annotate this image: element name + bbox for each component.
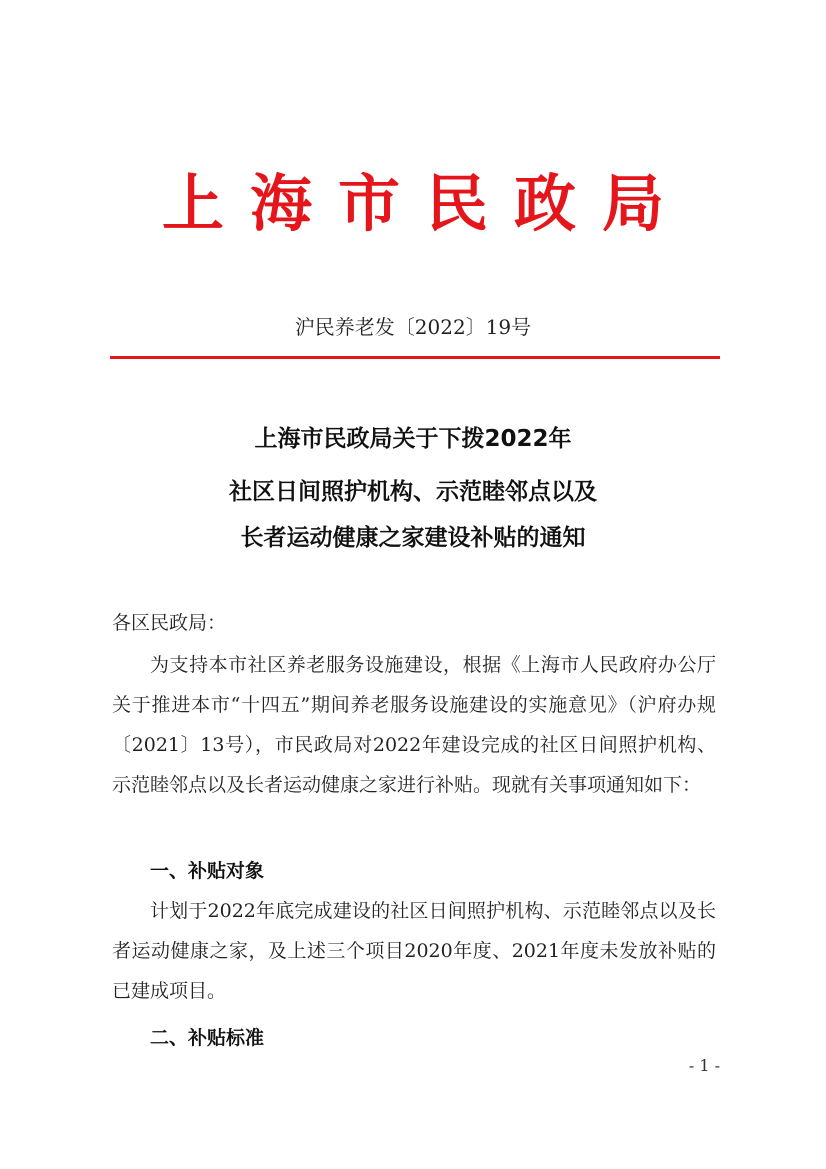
- paragraph-intro: 为支持本市社区养老服务设施建设，根据《上海市人民政府办公厅关于推进本市“十四五”期间养老服务设施建设的实施意见》（沪府办规〔2021〕13号），市民政局对2022年建设完成的社区日间照护机构、示范睦邻点以及长者运动健康之家进行补贴。现就有关事项通知如下：: [112, 654, 716, 796]
- notice-title-line-3: 长者运动健康之家建设补贴的通知: [240, 525, 586, 551]
- notice-title-line-2: 社区日间照护机构、示范睦邻点以及: [229, 479, 597, 505]
- section-heading-subsidy-standard: 二、补贴标准: [150, 1027, 265, 1049]
- salutation: 各区民政局：: [112, 612, 227, 634]
- document-number: 沪民养老发〔2022〕19号: [294, 315, 532, 339]
- page-number: - 1 -: [688, 1056, 720, 1075]
- issuer-title: 上海市民政局: [161, 167, 690, 240]
- notice-title-line-1: 上海市民政局关于下拨2022年: [254, 426, 572, 452]
- red-separator-line: [110, 356, 720, 359]
- section-heading-subsidy-target: 一、补贴对象: [150, 860, 265, 882]
- paragraph-subsidy-target: 计划于2022年底完成建设的社区日间照护机构、示范睦邻点以及长者运动健康之家，及上述三个项目2020年度、2021年度未发放补贴的已建成项目。: [112, 900, 716, 1002]
